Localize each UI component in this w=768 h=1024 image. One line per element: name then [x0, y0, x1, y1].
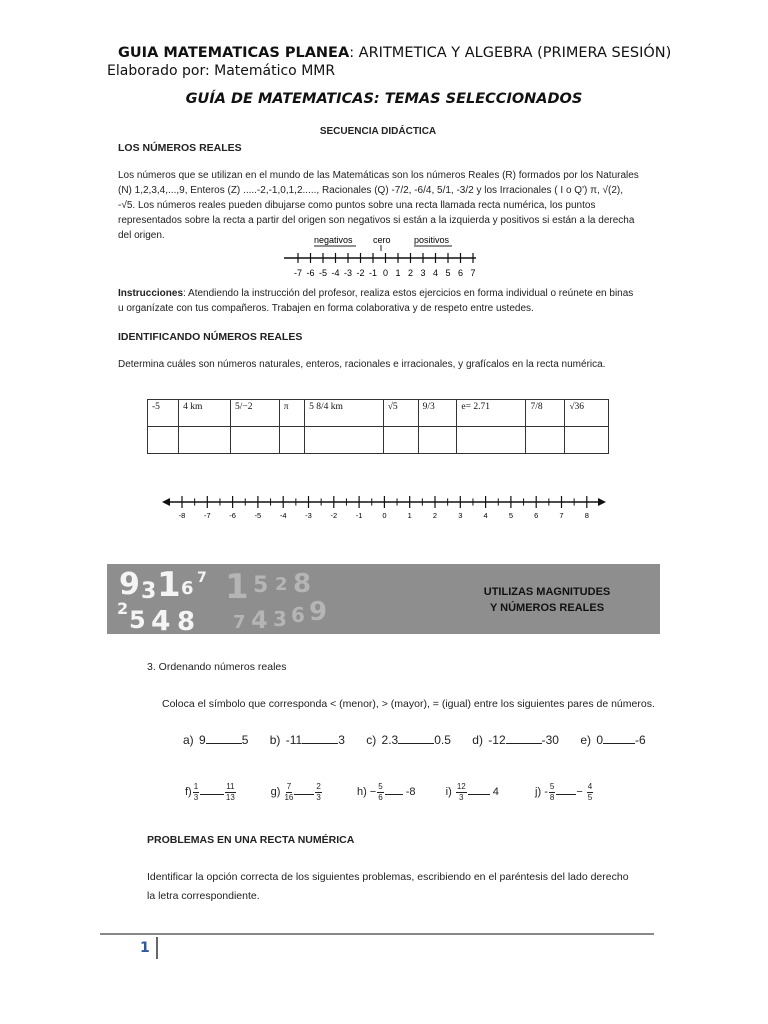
footer-divider — [100, 933, 654, 935]
tick-label: -2 — [330, 511, 338, 520]
table-cell: 5 8/4 km — [305, 400, 384, 427]
table-cell: √36 — [565, 400, 609, 427]
answer-cell[interactable] — [383, 427, 418, 454]
table-cell: 7/8 — [526, 400, 565, 427]
arrow-left-icon — [162, 498, 170, 506]
tick-label: 1 — [395, 268, 401, 278]
fraction — [193, 782, 199, 803]
answer-blank[interactable] — [398, 743, 434, 744]
item-i — [445, 782, 502, 802]
tick-label: -3 — [343, 268, 353, 278]
svg-text:4: 4 — [151, 604, 171, 634]
tick-label: 3 — [420, 268, 426, 278]
paragraph-2: Los números reales pueden dibujarse como puntos sobre una recta llamada recta numérica, los puntos representados sobre la recta a partir del origen son negativos si están a la izquierda y positivos si están a la derecha del origen. — [118, 200, 635, 241]
answer-blank[interactable] — [556, 794, 576, 795]
svg-text:7: 7 — [197, 570, 207, 586]
table-cell: 5/−2 — [231, 400, 280, 427]
comparison-row-2 — [185, 782, 594, 812]
tick-label: 0 — [382, 511, 387, 520]
item-g — [270, 782, 326, 802]
answer-blank[interactable] — [468, 794, 490, 795]
svg-text:6: 6 — [181, 578, 194, 599]
header-title: GUIA MATEMATICAS PLANEA — [118, 45, 350, 61]
instrucciones-text: : Atendiendo la instrucción del profesor, realiza estos ejercicios en forma individual o reúnete en binas u organízate con tus compañeros. Trabajen en forma colaborativa y de respeto entre ustedes. — [118, 288, 634, 314]
header-subtitle: : ARITMETICA Y ALGEBRA (PRIMERA SESIÓN) — [349, 45, 672, 61]
svg-text:3: 3 — [141, 579, 157, 604]
svg-text:2: 2 — [117, 599, 129, 618]
number-line-1-ticks — [294, 253, 476, 278]
page-number: 1 — [140, 940, 150, 956]
denominator: 13 — [225, 793, 235, 802]
answer-cell[interactable] — [418, 427, 457, 454]
denominator: 16 — [284, 793, 294, 802]
answer-cell[interactable] — [148, 427, 179, 454]
tick-label: 6 — [534, 511, 539, 520]
item-d-left: d) -12 — [472, 733, 506, 747]
section-banner — [107, 564, 660, 634]
item-j-sign: − — [576, 786, 586, 799]
table-row — [148, 427, 609, 454]
banner-title-line1: UTILIZAS MAGNITUDES — [483, 586, 611, 598]
numerator: 4 — [587, 782, 593, 791]
item-c-left: c) 2.3 — [366, 733, 399, 747]
tick-label: -1 — [355, 511, 363, 520]
number-line-signs — [280, 232, 480, 280]
answer-blank[interactable] — [302, 743, 338, 744]
item-i-right: 4 — [492, 786, 499, 799]
answer-blank[interactable] — [294, 794, 314, 795]
svg-text:1: 1 — [157, 565, 181, 605]
item-j-label: j) - — [535, 786, 548, 799]
svg-text:2: 2 — [275, 574, 288, 595]
tick-label: 7 — [559, 511, 564, 520]
numeros-reales-heading: LOS NÚMEROS REALES — [118, 142, 242, 154]
page-number-bar — [156, 937, 158, 959]
tick-label: -8 — [178, 511, 186, 520]
svg-text:9: 9 — [119, 567, 140, 602]
svg-text:9: 9 — [309, 597, 328, 627]
tick-label: 1 — [407, 511, 412, 520]
fraction — [377, 782, 383, 803]
numerator: 5 — [549, 782, 555, 791]
item-f-label: f) — [185, 786, 192, 799]
comparison-row-1 — [183, 733, 646, 747]
item-a-right: 5 — [241, 733, 249, 747]
tick-label: 7 — [470, 268, 476, 278]
problemas-instruction: Identificar la opción correcta de los siguientes problemas, escribiendo en el paréntesis del lado derecho la letra correspondiente. — [147, 871, 629, 902]
label-cero: cero — [373, 235, 391, 245]
tick-label: 5 — [508, 511, 513, 520]
tick-label: 4 — [432, 268, 439, 278]
item-a-left: a) 9 — [183, 733, 206, 747]
answer-cell[interactable] — [565, 427, 609, 454]
svg-text:4: 4 — [251, 606, 268, 634]
fraction — [315, 782, 321, 803]
tick-label: 8 — [584, 511, 589, 520]
tick-label: -1 — [368, 268, 378, 278]
denominator: 6 — [378, 793, 383, 802]
tick-label: -7 — [203, 511, 211, 520]
answer-blank[interactable] — [506, 743, 542, 744]
tick-label: -6 — [306, 268, 315, 278]
document-title: GUÍA DE MATEMATICAS: TEMAS SELECCIONADOS — [185, 91, 583, 107]
tick-label: -5 — [318, 268, 328, 278]
tick-label: 4 — [483, 511, 488, 520]
identificando-instruction: Determina cuáles son números naturales, enteros, racionales e irracionales, y grafícalos en la recta numérica. — [118, 359, 606, 370]
answer-blank[interactable] — [385, 794, 403, 795]
numerator: 2 — [316, 782, 321, 791]
table-cell: 9/3 — [418, 400, 457, 427]
tick-label: 2 — [407, 268, 414, 278]
fraction — [549, 782, 555, 803]
tick-label: 3 — [458, 511, 463, 520]
answer-cell[interactable] — [305, 427, 384, 454]
table-cell: √5 — [383, 400, 418, 427]
item-i-label: i) — [445, 786, 452, 799]
item-f — [185, 782, 240, 802]
numerator: 1 — [193, 782, 199, 791]
numerator: 5 — [378, 782, 383, 791]
answer-cell[interactable] — [179, 427, 231, 454]
item-e-right: -6 — [635, 733, 646, 747]
answer-cell[interactable] — [279, 427, 304, 454]
numerator: 12 — [456, 782, 466, 791]
tick-label: -6 — [229, 511, 236, 520]
svg-text:5: 5 — [253, 573, 269, 598]
svg-text:8: 8 — [293, 569, 312, 599]
item-h-label: h) − — [356, 786, 377, 799]
tick-label: 0 — [382, 268, 389, 278]
table-cell: π — [279, 400, 304, 427]
label-negativos: negativos — [314, 235, 353, 245]
item-g-label: g) — [270, 786, 281, 799]
tick-label: -7 — [293, 268, 303, 278]
svg-text:1: 1 — [225, 567, 249, 607]
denominator: 8 — [549, 793, 555, 802]
item-h-right: -8 — [405, 786, 416, 799]
item-b-left: b) -11 — [269, 733, 303, 747]
item-d-right: -30 — [541, 733, 559, 747]
item-e-left: e) 0 — [580, 733, 603, 747]
table-cell: e= 2.71 — [457, 400, 526, 427]
svg-text:3: 3 — [273, 607, 287, 631]
answer-cell[interactable] — [526, 427, 565, 454]
svg-text:5: 5 — [129, 606, 146, 634]
tick-label: 5 — [445, 268, 451, 278]
table-cell: -5 — [148, 400, 179, 427]
instrucciones-paragraph — [118, 286, 640, 316]
numbers-graphic — [107, 564, 347, 634]
fraction — [284, 782, 293, 803]
denominator: 3 — [459, 793, 464, 802]
identificando-heading: IDENTIFICANDO NÚMEROS REALES — [118, 331, 303, 343]
svg-text:7: 7 — [233, 612, 246, 633]
item-h — [356, 782, 419, 802]
answer-blank[interactable] — [200, 794, 224, 795]
ordenando-heading: 3. Ordenando números reales — [147, 661, 287, 673]
answer-cell[interactable] — [457, 427, 526, 454]
banner-title — [447, 584, 647, 616]
tick-label: -4 — [279, 511, 287, 520]
tick-label: -4 — [331, 268, 340, 278]
svg-text:6: 6 — [291, 603, 305, 627]
secuencia-heading: SECUENCIA DIDÁCTICA — [319, 126, 437, 137]
banner-title-line2: Y NÚMEROS REALES — [489, 602, 605, 614]
item-b-right: 3 — [338, 733, 345, 747]
item-j — [535, 782, 594, 802]
fraction — [456, 782, 467, 803]
answer-blank[interactable] — [603, 743, 635, 744]
answer-cell[interactable] — [231, 427, 280, 454]
tick-label: -2 — [356, 268, 365, 278]
table-cell: 4 km — [179, 400, 231, 427]
author-line: Elaborado por: Matemático MMR — [107, 63, 336, 79]
denominator: 5 — [587, 793, 593, 802]
numbers-table — [147, 399, 609, 454]
item-c-right: 0.5 — [434, 733, 451, 747]
tick-label: -5 — [254, 511, 262, 520]
numerator: 11 — [226, 782, 235, 791]
fraction — [587, 782, 593, 803]
problemas-heading: PROBLEMAS EN UNA RECTA NUMÉRICA — [147, 834, 355, 846]
table-row — [148, 400, 609, 427]
answer-blank[interactable] — [206, 743, 242, 744]
tick-label: 2 — [432, 511, 438, 520]
label-positivos: positivos — [414, 235, 450, 245]
denominator: 3 — [316, 793, 321, 802]
paragraph-1: Los números que se utilizan en el mundo de las Matemáticas son los números Reales (R) formados por los Naturales (N) 1,2,3,4,...,9, Enteros (Z) .....-2,-1,0,1,2....., Racionales (Q) -7/2, -6/4, 5/1, -3/2 y los Irracionales ( I o Q') π, √(2), -√5. — [118, 170, 639, 211]
tick-label: -3 — [305, 511, 312, 520]
number-line-2-ticks — [179, 496, 589, 520]
arrow-right-icon — [598, 498, 606, 506]
ordenando-instruction: Coloca el símbolo que corresponda < (menor), > (mayor), = (igual) entre los siguientes pares de números. — [162, 698, 655, 710]
instrucciones-label: Instrucciones — [118, 288, 184, 299]
number-line-2 — [160, 490, 608, 522]
fraction — [225, 782, 235, 803]
document-header — [118, 45, 671, 61]
svg-text:8: 8 — [177, 607, 196, 634]
denominator: 3 — [193, 793, 199, 802]
numerator: 7 — [286, 782, 292, 791]
tick-label: 6 — [457, 268, 464, 278]
